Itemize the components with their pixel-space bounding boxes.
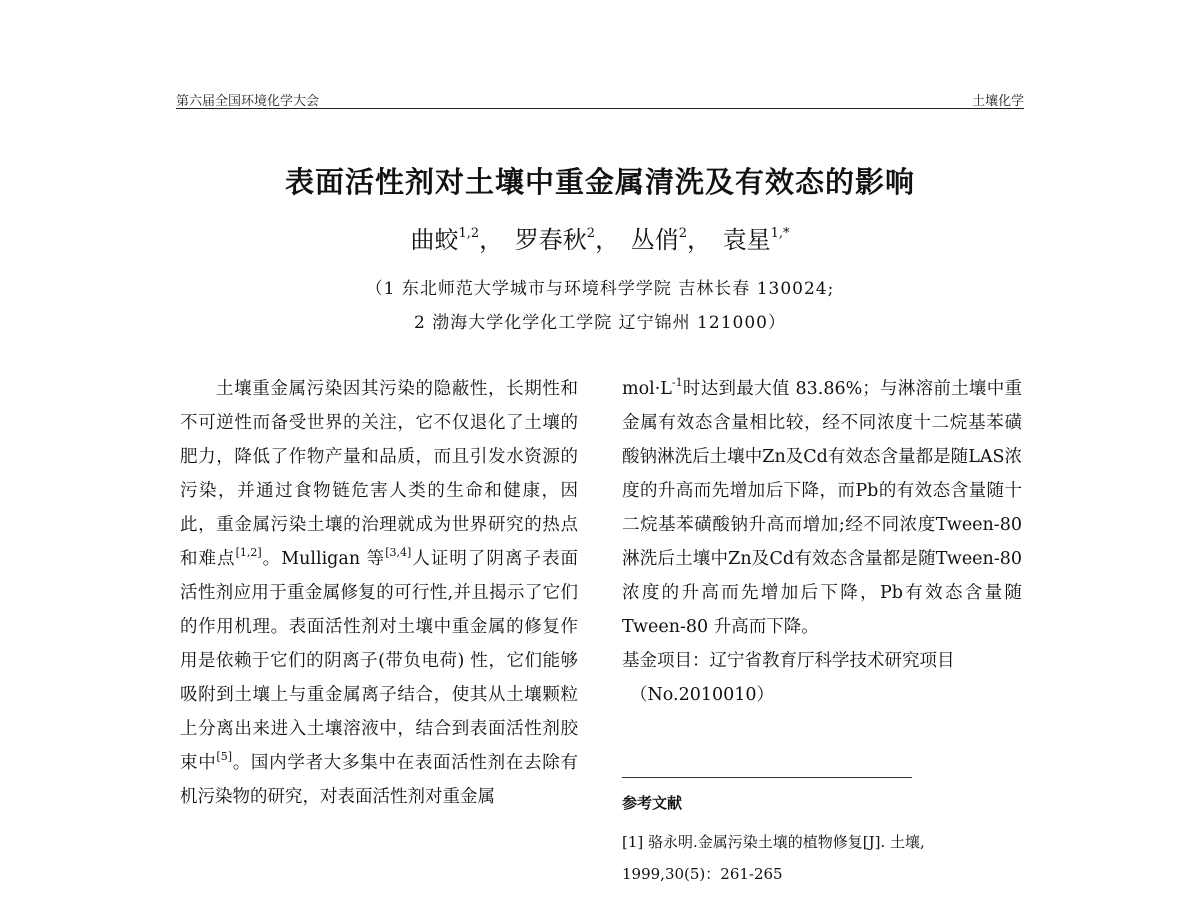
body-column-left — [180, 372, 578, 814]
reference-item: [1] 骆永明.金属污染土壤的植物修复[J]. 土壤, 1999,30(5)：261-265 — [622, 833, 925, 883]
funding-number: （No.2010010） — [630, 685, 775, 705]
funding-note — [622, 644, 1022, 712]
funding-label: 基金项目：辽宁省教育厅科学技术研究项目 — [622, 651, 955, 671]
references-heading: 参考文献 — [622, 794, 683, 812]
author-name: 曲蛟 — [410, 226, 459, 254]
affiliation-1: （1 东北师范大学城市与环境科学学院 吉林长春 130024; — [365, 279, 835, 299]
author-affil-mark: 2 — [678, 226, 687, 241]
body-text: mol·L — [622, 379, 672, 399]
body-text: 。国内学者大多集中在表面活性剂在去除有机污染物的研究，对表面活性剂对重金属 — [180, 753, 579, 807]
author-affil-mark: 2 — [586, 226, 596, 241]
body-text: 人证明了阴离子表面活性剂应用于重金属修复的可行性,并且揭示了它们的作用机理。表面活性剂对土壤中重金属的修复作用是依赖于它们的阴离子(带负电荷) 性，它们能够吸附到土壤上与重金属离子结合，使其从土壤颗粒上分离出来进入土壤溶液中，结合到表面活性剂胶束中 — [180, 549, 579, 773]
header-rule — [176, 108, 1024, 109]
author-name: 袁星 — [722, 226, 771, 254]
citation-ref: [5] — [216, 750, 233, 763]
paper-title: 表面活性剂对土壤中重金属清洗及有效态的影响 — [284, 165, 915, 199]
author-list: 曲蛟$^{1,2}$， 罗春秋$^2$， 丛俏$^2$， 袁星$^{1,*}$ — [410, 226, 790, 254]
body-paragraph — [180, 372, 578, 814]
body-paragraph — [622, 372, 1022, 644]
references-rule — [622, 777, 912, 778]
running-header-section: 土壤化学 — [971, 94, 1024, 109]
body-text: 土壤重金属污染因其污染的隐蔽性，长期性和不可逆性而备受世界的关注，它不仅退化了土壤的肥力，降低了作物产量和品质，而且引发水资源的污染，并通过食物链危害人类的生命和健康，因此，重金属污染土壤的治理就成为世界研究的热点和难点 — [180, 379, 578, 569]
citation-ref: [3,4] — [385, 546, 412, 559]
citation-ref: [1,2] — [235, 546, 262, 559]
author-name: 丛俏 — [630, 226, 679, 254]
author-name: 罗春秋 — [514, 226, 587, 254]
body-column-right — [622, 372, 1022, 712]
running-header-conference: 第六届全国环境化学大会 — [176, 94, 320, 109]
author-affil-mark: 1,* — [770, 226, 790, 241]
author-affil-mark: 1,2 — [458, 226, 480, 241]
unit-exponent: -1 — [671, 376, 683, 389]
body-text: 。Mulligan 等 — [261, 549, 386, 569]
body-text: 时达到最大值 83.86%；与淋溶前土壤中重金属有效态含量相比较，经不同浓度十二烷基苯磺酸钠淋洗后土壤中Zn及Cd有效态含量都是随LAS浓度的升高而先增加后下降，而Pb的有效态含量随十二烷基苯磺酸钠升高而增加;经不同浓度Tween-80 淋洗后土壤中Zn及Cd有效态含量都是随Tween-80 浓度的升高而先增加后下降，Pb有效态含量随Tween-80 升高而下降。 — [622, 379, 1022, 637]
affiliation-2: 2 渤海大学化学化工学院 辽宁锦州 121000） — [414, 313, 786, 333]
